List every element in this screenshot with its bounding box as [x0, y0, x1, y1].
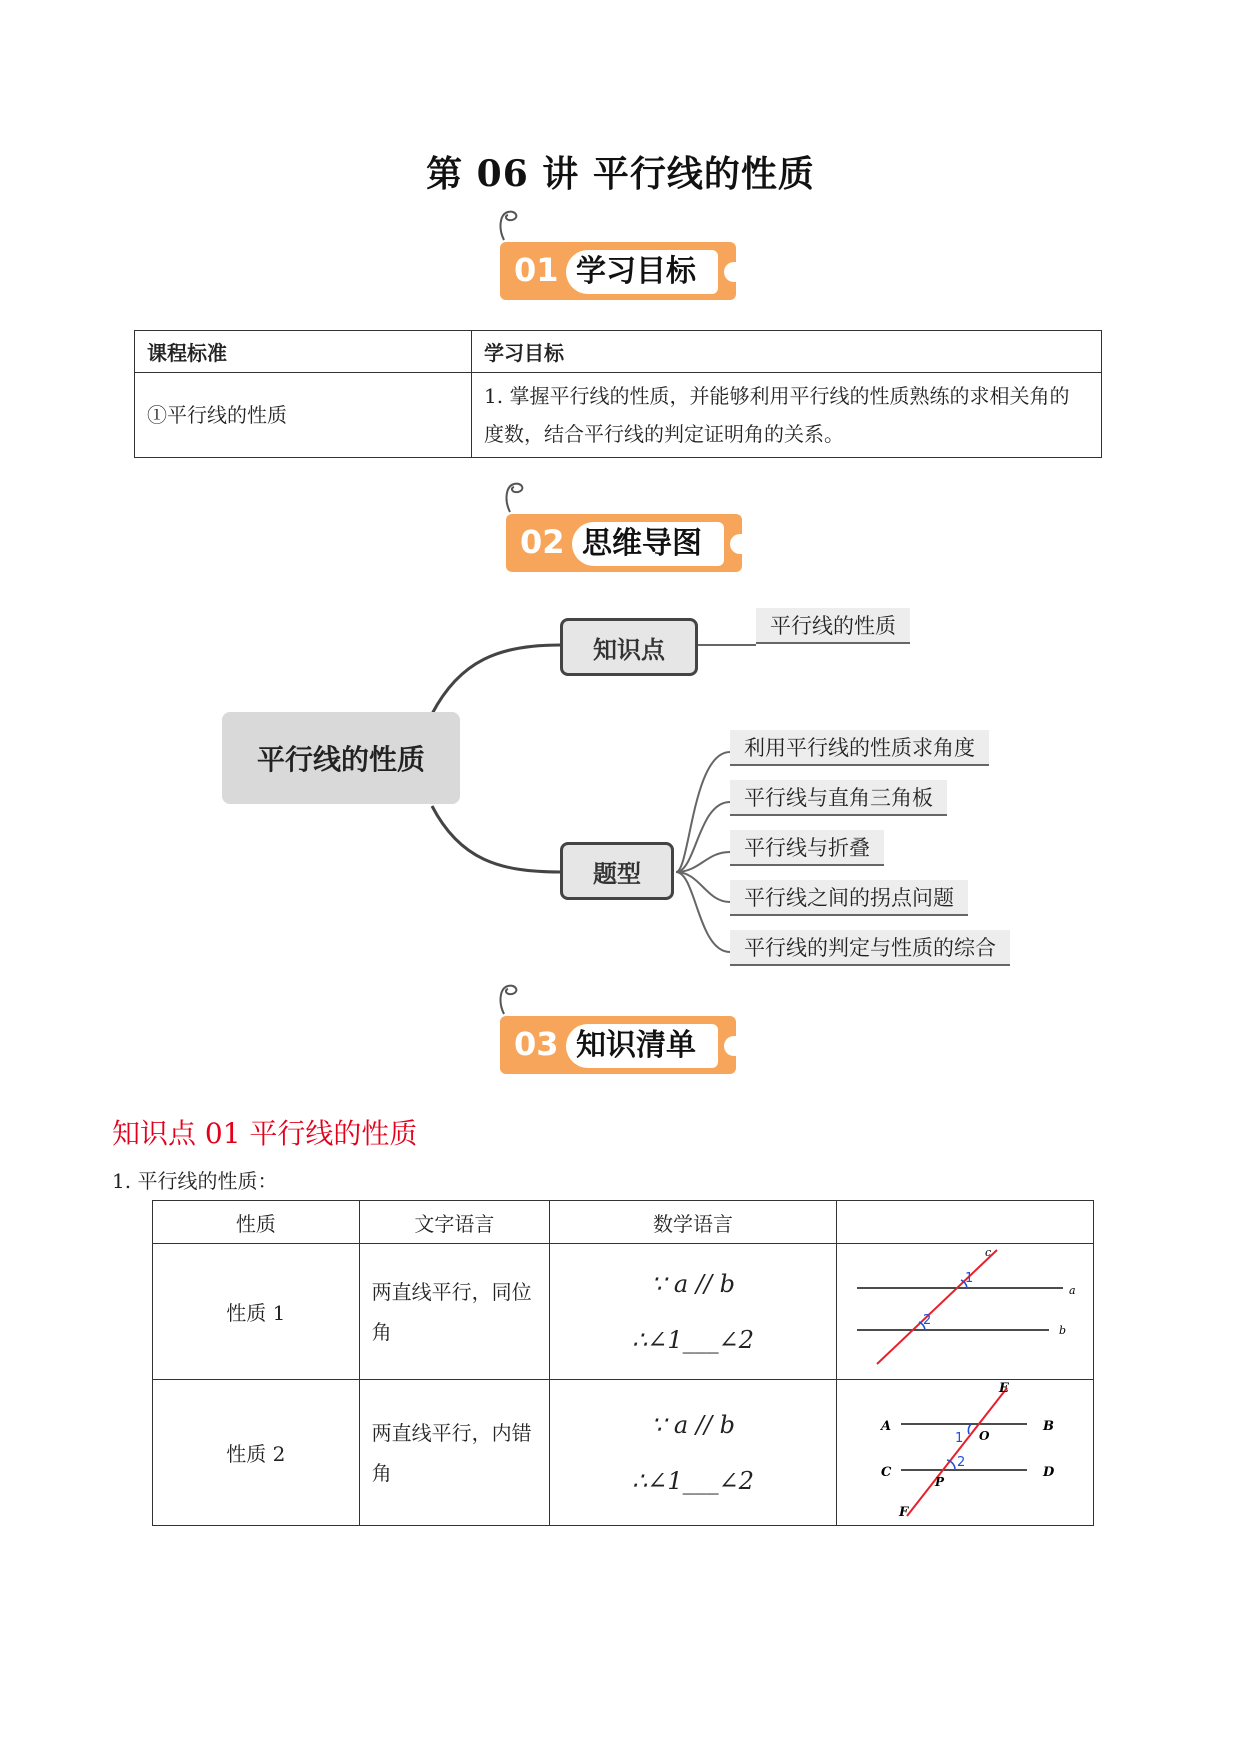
header-goal: 学习目标 [472, 331, 1102, 373]
point-label-P: P [935, 1475, 945, 1489]
math-given: ∵ a // b [651, 1269, 736, 1298]
mindmap-leaf: 平行线的判定与性质的综合 [730, 930, 1010, 966]
section-banner-02 [506, 504, 746, 566]
mindmap-leaf: 平行线的性质 [756, 608, 910, 644]
table-row [153, 1380, 1094, 1526]
math-conclusion: ∴∠1___∠2 [632, 1466, 755, 1495]
objectives-table [134, 330, 1102, 458]
angle-label-2: 2 [957, 1455, 966, 1470]
point-label-A: A [881, 1419, 892, 1434]
mindmap-leaf: 平行线与折叠 [730, 830, 884, 866]
clip-icon [496, 982, 526, 1016]
point-label-C: C [881, 1465, 892, 1480]
section-number: 03 [514, 1025, 559, 1063]
header-property: 性质 [153, 1201, 360, 1244]
header-text-language: 文字语言 [359, 1201, 549, 1244]
line-label-b: b [1059, 1324, 1067, 1337]
header-standard: 课程标准 [135, 331, 472, 373]
property-name: 性质 2 [153, 1380, 360, 1526]
mindmap-center: 平行线的性质 [222, 712, 460, 804]
table-row [135, 373, 1102, 458]
property-text: 两直线平行，同位角 [359, 1244, 549, 1380]
line-label-a: a [1069, 1284, 1076, 1297]
corresponding-angles-figure [837, 1244, 1093, 1374]
math-given: ∵ a // b [651, 1410, 736, 1439]
angle-label-2: 2 [923, 1313, 932, 1328]
property-text: 两直线平行，内错角 [359, 1380, 549, 1526]
header-figure [837, 1201, 1094, 1244]
knowledge-intro: 1. 平行线的性质： [112, 1169, 278, 1193]
section-label: 学习目标 [566, 250, 718, 294]
section-banner-01 [500, 232, 740, 294]
section-label: 思维导图 [572, 522, 724, 566]
mindmap-leaf: 平行线与直角三角板 [730, 780, 947, 816]
mindmap-leaf: 利用平行线的性质求角度 [730, 730, 989, 766]
properties-table [152, 1200, 1094, 1526]
point-label-E: E [999, 1381, 1009, 1396]
page-title: 第 06 讲 平行线的性质 [426, 153, 815, 195]
mindmap-branch-types: 题型 [560, 842, 674, 900]
math-conclusion: ∴∠1___∠2 [632, 1325, 755, 1354]
table-row [153, 1244, 1094, 1380]
section-number: 01 [514, 251, 559, 289]
alternate-angles-figure [837, 1380, 1093, 1520]
angle-label-1: 1 [965, 1271, 974, 1286]
section-banner-03 [500, 1006, 740, 1068]
point-label-O: O [979, 1429, 990, 1443]
point-label-D: D [1043, 1465, 1055, 1480]
clip-icon [502, 480, 532, 514]
property-name: 性质 1 [153, 1244, 360, 1380]
knowledge-title: 知识点 01 平行线的性质 [112, 1117, 418, 1150]
section-label: 知识清单 [566, 1024, 718, 1068]
mindmap-leaf: 平行线之间的拐点问题 [730, 880, 968, 916]
point-label-F: F [899, 1505, 909, 1520]
point-label-B: B [1043, 1419, 1054, 1434]
clip-icon [496, 208, 526, 242]
header-math-language: 数学语言 [550, 1201, 837, 1244]
goal-cell: 1. 掌握平行线的性质，并能够利用平行线的性质熟练的求相关角的度数，结合平行线的判定证明角的关系。 [472, 373, 1102, 458]
mindmap-branch-knowledge: 知识点 [560, 618, 698, 676]
line-label-c: c [985, 1246, 992, 1259]
standard-cell: ①平行线的性质 [135, 373, 472, 458]
section-number: 02 [520, 523, 565, 561]
angle-label-1: 1 [955, 1431, 964, 1446]
